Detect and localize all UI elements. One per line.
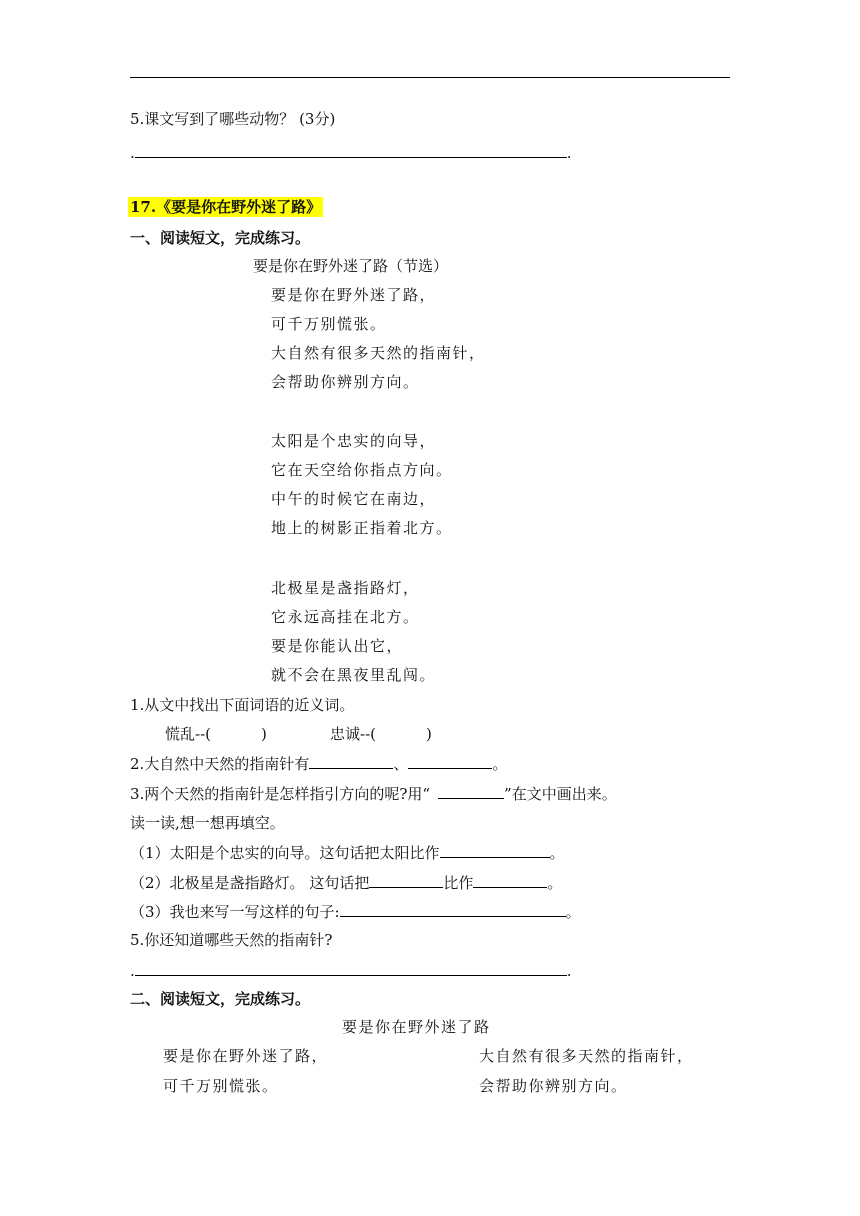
q1-a-close: ) <box>261 725 267 743</box>
q2-blank-1[interactable] <box>309 753 393 769</box>
answer-line-q5 <box>130 960 572 981</box>
q4-2-text-b: 比作 <box>443 874 474 892</box>
question-1: 1.从文中找出下面词语的近义词。 <box>130 696 355 714</box>
answer-suffix: . <box>566 144 572 162</box>
q3-text-b: ”在文中画出来。 <box>504 785 617 803</box>
q2-text: 2.大自然中天然的指南针有 <box>130 755 310 773</box>
q3-underline-sample <box>438 783 504 799</box>
question-5: 5.你还知道哪些天然的指南针? <box>130 931 333 949</box>
question-4-2 <box>130 872 562 893</box>
lesson-heading-text: 17.《要是你在野外迷了路》 <box>130 198 322 216</box>
poem-line: 大自然有很多天然的指南针， <box>271 344 486 362</box>
poem-line: 要是你在野外迷了路， <box>271 286 437 304</box>
poem-line: 就不会在黑夜里乱闯。 <box>271 666 437 684</box>
answer-blank[interactable] <box>135 142 567 158</box>
answer-line-top <box>130 142 572 163</box>
poem-line: 地上的树影正指着北方。 <box>271 519 453 537</box>
poem-line: 会帮助你辨别方向。 <box>271 373 420 391</box>
poem-line: 北极星是盏指路灯， <box>271 579 420 597</box>
question-1-item-a <box>165 724 267 744</box>
poem-line: 它永远高挂在北方。 <box>271 608 420 626</box>
q4-3-text: （3）我也来写一写这样的句子: <box>130 903 340 921</box>
q2-blank-2[interactable] <box>408 753 492 769</box>
q1-a-label: 慌乱--( <box>165 725 211 743</box>
question-4-3 <box>130 901 581 922</box>
poem-line: 太阳是个忠实的向导， <box>271 432 437 450</box>
question-1-item-b <box>330 724 432 744</box>
question-4-1 <box>130 842 565 863</box>
q1-b-close: ) <box>426 725 432 743</box>
q5-prefix: . <box>130 962 135 980</box>
answer-prefix: . <box>130 144 135 162</box>
poem-line-left: 可千万别慌张。 <box>163 1077 279 1095</box>
q4-2-text-a: （2）北极星是盏指路灯。 这句话把 <box>130 874 370 892</box>
q4-2-blank-2[interactable] <box>473 872 547 888</box>
q4-3-end: 。 <box>565 903 581 921</box>
q4-1-text: （1）太阳是个忠实的向导。这句话把太阳比作 <box>130 844 440 862</box>
poem-line-left: 要是你在野外迷了路， <box>163 1047 329 1065</box>
section-2-poem-title: 要是你在野外迷了路 <box>342 1018 491 1036</box>
section-1-heading: 一、阅读短文，完成练习。 <box>130 229 311 247</box>
poem-line: 要是你能认出它， <box>271 637 404 655</box>
q4-1-end: 。 <box>549 844 565 862</box>
lesson-heading <box>128 197 323 217</box>
question-5-top: 5.课文写到了哪些动物？ (3分) <box>130 110 336 128</box>
header-rule <box>130 77 730 78</box>
poem-line: 可千万别慌张。 <box>271 315 387 333</box>
q4-1-blank[interactable] <box>440 842 550 858</box>
q4-2-blank-1[interactable] <box>369 872 443 888</box>
q4-2-end: 。 <box>547 874 563 892</box>
q4-3-blank[interactable] <box>340 901 566 917</box>
poem-title: 要是你在野外迷了路（节选） <box>253 257 449 275</box>
poem-line-right: 大自然有很多天然的指南针， <box>479 1047 694 1065</box>
question-2 <box>130 753 507 774</box>
question-4: 读一读,想一想再填空。 <box>130 814 285 832</box>
section-2-heading: 二、阅读短文，完成练习。 <box>130 990 311 1008</box>
q5-suffix: . <box>566 962 572 980</box>
poem-line-right: 会帮助你辨别方向。 <box>479 1077 628 1095</box>
q3-text-a: 3.两个天然的指南针是怎样指引方向的呢?用“ <box>130 785 431 803</box>
q5-blank[interactable] <box>135 960 567 976</box>
question-3 <box>130 783 617 804</box>
q2-sep: 、 <box>393 755 409 773</box>
poem-line: 它在天空给你指点方向。 <box>271 461 453 479</box>
poem-line: 中午的时候它在南边， <box>271 490 437 508</box>
q1-b-label: 忠诚--( <box>330 725 376 743</box>
q2-end: 。 <box>492 755 508 773</box>
